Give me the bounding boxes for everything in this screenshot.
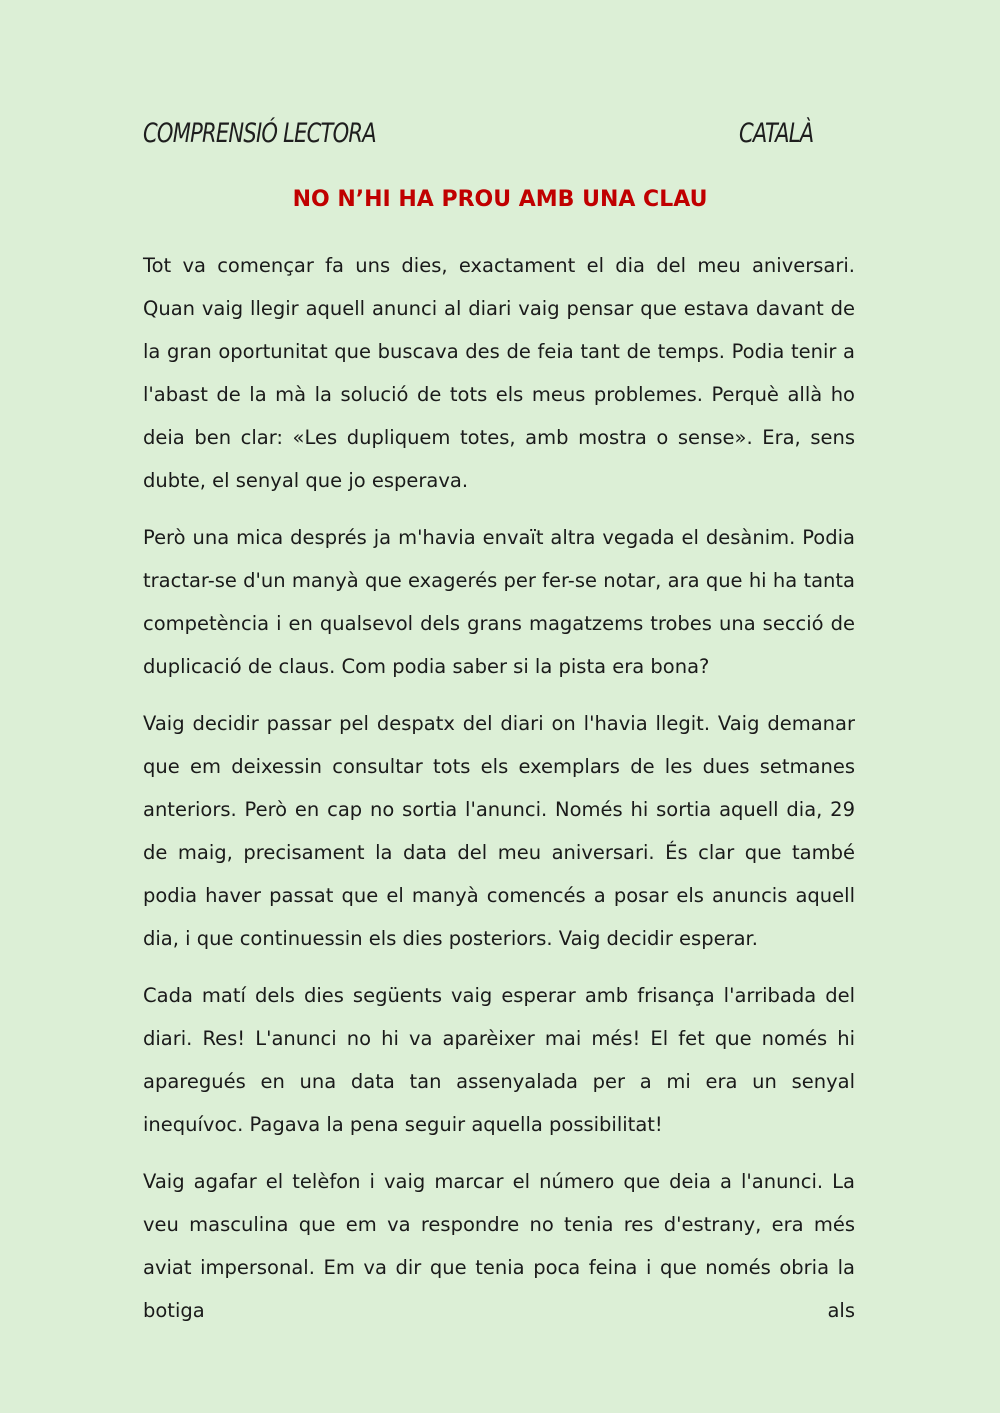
header-language-label: CATALÀ bbox=[739, 118, 814, 149]
paragraph-2: Però una mica després ja m'havia envaït altra vegada el desànim. Podia tractar-se d'un manyà que exagerés per fer-se notar, ara que hi ha tanta competència i en qualsevol dels grans magatzems trobes una secció de duplicació de claus. Com podia saber si la pista era bona? bbox=[143, 526, 855, 678]
paragraph-5: Vaig agafar el telèfon i vaig marcar el número que deia a l'anunci. La veu masculina que em va respondre no tenia res d'estrany, era més aviat impersonal. Em va dir que tenia poca feina i que només obria la botiga als bbox=[143, 1170, 855, 1322]
paragraph-4: Cada matí dels dies següents vaig esperar amb frisança l'arribada del diari. Res! L'anunci no hi va aparèixer mai més! El fet que només hi aparegués en una data tan assenyalada per a mi era un senyal inequívoc. Pagava la pena seguir aquella possibilitat! bbox=[143, 984, 855, 1136]
paragraph-3: Vaig decidir passar pel despatx del diari on l'havia llegit. Vaig demanar que em deixessin consultar tots els exemplars de les dues setmanes anteriors. Però en cap no sortia l'anunci. Només hi sortia aquell dia, 29 de maig, precisament la data del meu aniversari. És clar que també podia haver passat que el manyà comencés a posar els anuncis aquell dia, i que continuessin els dies posteriors. Vaig decidir esperar. bbox=[143, 712, 855, 950]
header-subject-label: COMPRENSIÓ LECTORA bbox=[143, 118, 376, 149]
reading-text bbox=[143, 244, 855, 1346]
document-title: NO N’HI HA PROU AMB UNA CLAU bbox=[292, 187, 708, 212]
page-header bbox=[143, 118, 823, 158]
paragraph-1: Tot va començar fa uns dies, exactament el dia del meu aniversari. Quan vaig llegir aquell anunci al diari vaig pensar que estava davant de la gran oportunitat que buscava des de feia tant de temps. Podia tenir a l'abast de la mà la solució de tots els meus problemes. Perquè allà ho deia ben clar: «Les dupliquem totes, amb mostra o sense». Era, sens dubte, el senyal que jo esperava. bbox=[143, 254, 855, 492]
